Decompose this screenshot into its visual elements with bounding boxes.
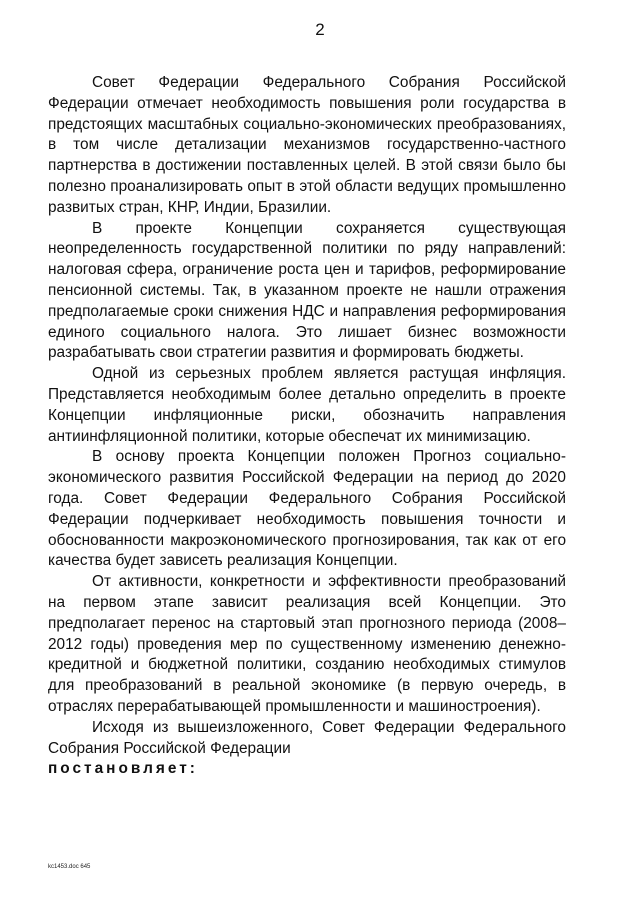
paragraph-1: Совет Федерации Федерального Собрания Российской Федерации отмечает необходимость повышения роли государства в предстоящих масштабных социально-экономических преобразованиях, в том числе детализации механизмов государственно-частного партнерства в достижении поставленных целей. В этой связи было бы полезно проанализировать опыт в этой области ведущих промышленно развитых стран, КНР, Индии, Бразилии. — [48, 74, 566, 216]
file-reference: kc1453.doc 645 — [48, 864, 91, 870]
paragraph-5: От активности, конкретности и эффективности преобразований на первом этапе зависит реализация всей Концепции. Это предполагает перенос на стартовый этап прогнозного периода (2008–2012 годы) проведения мер по существенному изменению денежно-кредитной и бюджетной политики, созданию необходимых стимулов для преобразований в реальной экономике (в первую очередь, в отраслях перерабатывающей промышленности и машиностроения). — [48, 573, 566, 715]
document-body — [48, 73, 566, 780]
paragraph-3: Одной из серьезных проблем является растущая инфляция. Представляется необходимым более детально определить в проекте Концепции инфляционные риски, обозначить направления антиинфляционной политики, которые обеспечат их минимизацию. — [48, 365, 566, 445]
paragraph-2: В проекте Концепции сохраняется существующая неопределенность государственной политики по ряду направлений: налоговая сфера, ограничение роста цен и тарифов, реформирование пенсионной системы. Так, в указанном проекте не нашли отражения предполагаемые сроки снижения НДС и направления реформирования единого социального налога. Это лишает бизнес возможности разрабатывать свои стратегии развития и формировать бюджеты. — [48, 219, 566, 362]
page-number: 2 — [315, 20, 325, 39]
paragraph-6: Исходя из вышеизложенного, Совет Федерации Федерального Собрания Российской Федерации — [48, 718, 566, 757]
paragraph-4: В основу проекта Концепции положен Прогноз социально-экономического развития Российской Федерации на период до 2020 года. Совет Федерации Федерального Собрания Российской Федерации подчеркивает необходимость повышения точности и обоснованности макроэкономического прогнозирования, так как от его качества будет зависеть реализация Концепции. — [48, 448, 566, 570]
decree-word: постановляет: — [48, 760, 198, 778]
